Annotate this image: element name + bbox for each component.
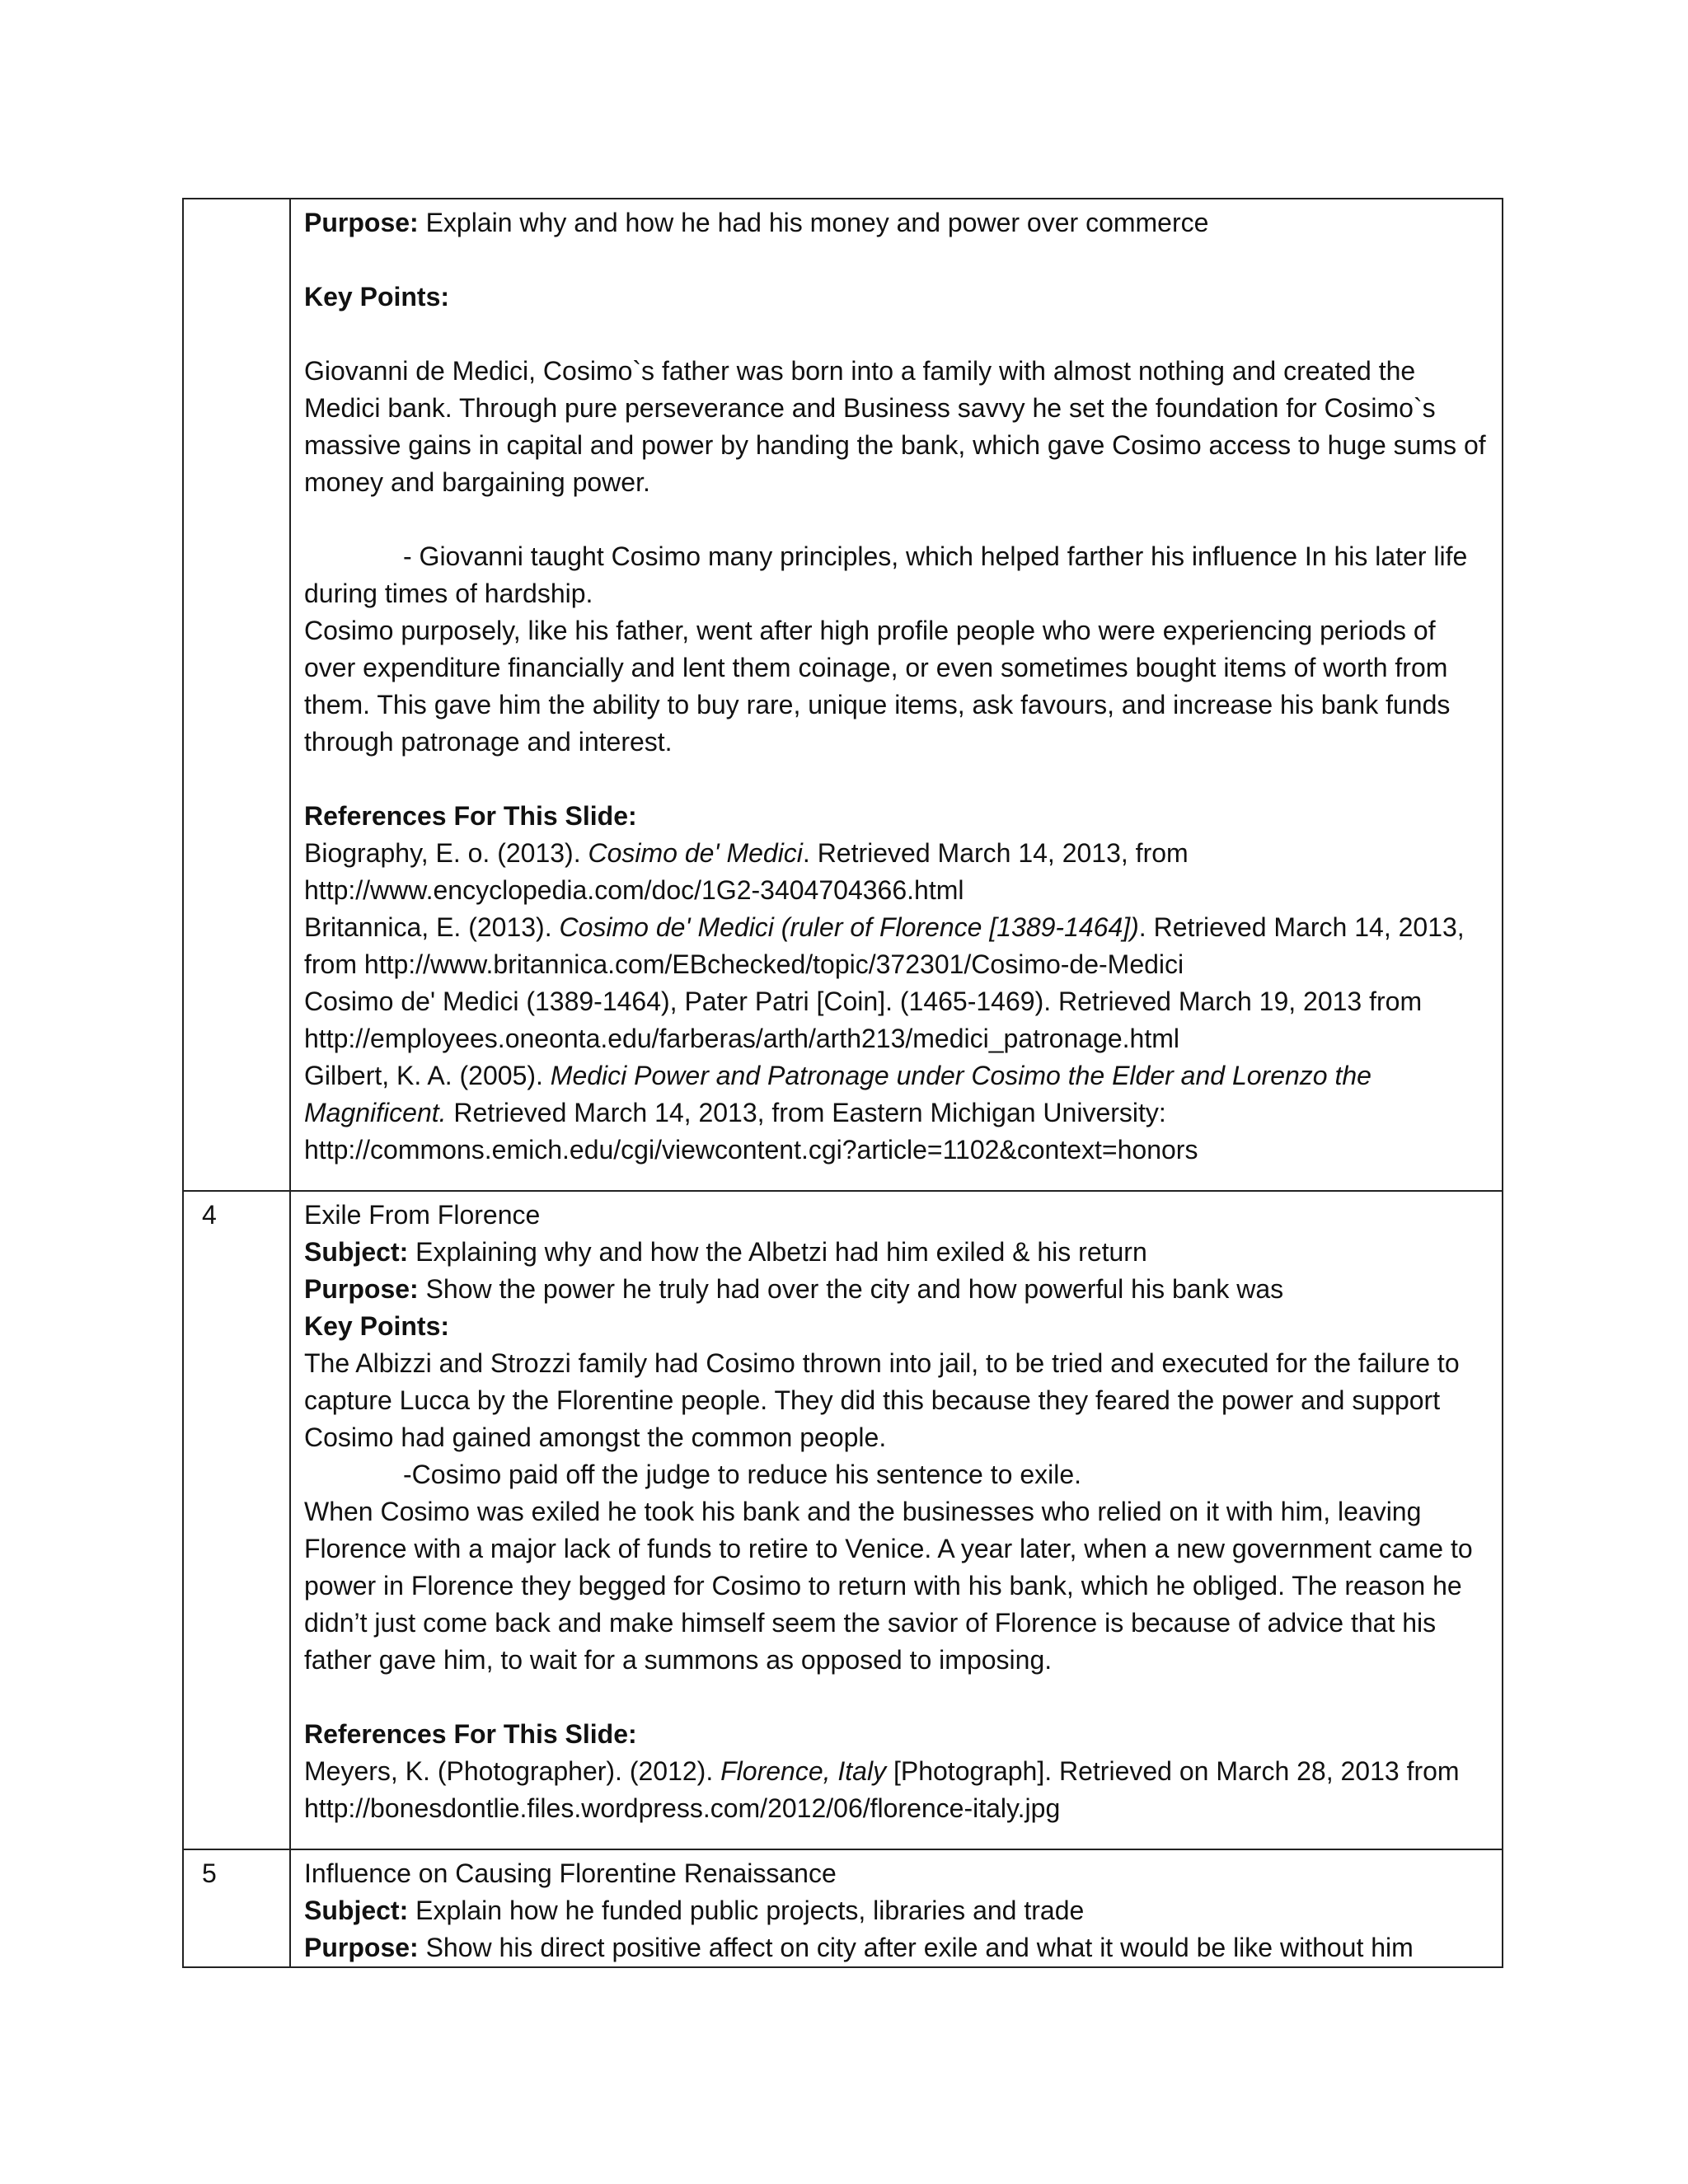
references-heading: References For This Slide: [304,1719,637,1749]
slide-content-cell [291,1850,1503,1966]
key-point-indented: - Giovanni taught Cosimo many principles, which helped farther his influence In his later life during times of hardship. [304,541,1468,608]
slide-number-cell: 5 [184,1850,291,1966]
reference-entry: Britannica, E. (2013). Cosimo de' Medici (ruler of Florence [1389-1464]). Retrieved March 14, 2013, from http://www.britannica.com/EBchecked/topic/372301/Cosimo-de-Medici [304,912,1465,979]
purpose-line: Purpose: Show the power he truly had over the city and how powerful his bank was [304,1274,1284,1304]
key-points-heading: Key Points: [304,282,450,312]
key-point-indented: -Cosimo paid off the judge to reduce his sentence to exile. [403,1460,1082,1489]
table-row [184,1850,1503,1968]
slide-title: Exile From Florence [304,1200,541,1230]
table-row [184,199,1503,1192]
purpose-line: Purpose: Show his direct positive affect on city after exile and what it would be like without him [304,1933,1414,1962]
key-point-paragraph: The Albizzi and Strozzi family had Cosimo thrown into jail, to be tried and executed for the failure to capture Lucca by the Florentine people. They did this because they feared the power and support Cosimo had gained amongst the common people. [304,1348,1460,1452]
references-heading: References For This Slide: [304,801,637,831]
key-point-paragraph: When Cosimo was exiled he took his bank and the businesses who relied on it with him, leaving Florence with a major lack of funds to retire to Venice. A year later, when a new government came to power in Florence they begged for Cosimo to return with his bank, which he obliged. The reason he didn’t just come back and make himself seem the savior of Florence is because of advice that his father gave him, to wait for a summons as opposed to imposing. [304,1497,1473,1675]
key-point-paragraph: Cosimo purposely, like his father, went after high profile people who were experiencing periods of over expenditure financially and lent them coinage, or even sometimes bought items of worth from them. This gave him the ability to buy rare, unique items, ask favours, and increase his bank funds through patronage and interest. [304,616,1451,757]
table-row [184,1192,1503,1850]
subject-line: Subject: Explain how he funded public projects, libraries and trade [304,1896,1085,1925]
key-points-heading: Key Points: [304,1311,450,1341]
subject-line: Subject: Explaining why and how the Albetzi had him exiled & his return [304,1237,1147,1267]
reference-entry: Gilbert, K. A. (2005). Medici Power and Patronage under Cosimo the Elder and Lorenzo the Magnificent. Retrieved March 14, 2013, from Eastern Michigan University: http://commons.emich.edu/cgi/viewcontent.cgi?article=1102&context=honors [304,1061,1372,1165]
slide-number-cell [184,199,291,1190]
reference-entry: Cosimo de' Medici (1389-1464), Pater Patri [Coin]. (1465-1469). Retrieved March 19, 2013 from http://employees.oneonta.edu/farberas/arth/arth213/medici_patronage.html [304,987,1423,1053]
slide-content-cell [291,199,1503,1190]
slide-content-cell [291,1192,1503,1849]
purpose-line [304,204,1490,241]
key-point-paragraph: Giovanni de Medici, Cosimo`s father was born into a family with almost nothing and created the Medici bank. Through pure perseverance and Business savvy he set the foundation for Cosimo`s massive gains in capital and power by handing the bank, which gave Cosimo access to huge sums of money and bargaining power. [304,356,1486,497]
reference-entry: Biography, E. o. (2013). Cosimo de' Medici. Retrieved March 14, 2013, from http://www.encyclopedia.com/doc/1G2-3404704366.html [304,838,1189,905]
slide-number-cell: 4 [184,1192,291,1849]
purpose-label: Purpose: [304,208,419,237]
reference-entry: Meyers, K. (Photographer). (2012). Florence, Italy [Photograph]. Retrieved on March 28, 2013 from http://bonesdontlie.files.wordpress.com/2012/06/florence-italy.jpg [304,1756,1460,1823]
purpose-text: Explain why and how he had his money and power over commerce [425,208,1209,237]
slide-outline-table [182,198,1503,1968]
slide-title: Influence on Causing Florentine Renaissance [304,1858,837,1888]
